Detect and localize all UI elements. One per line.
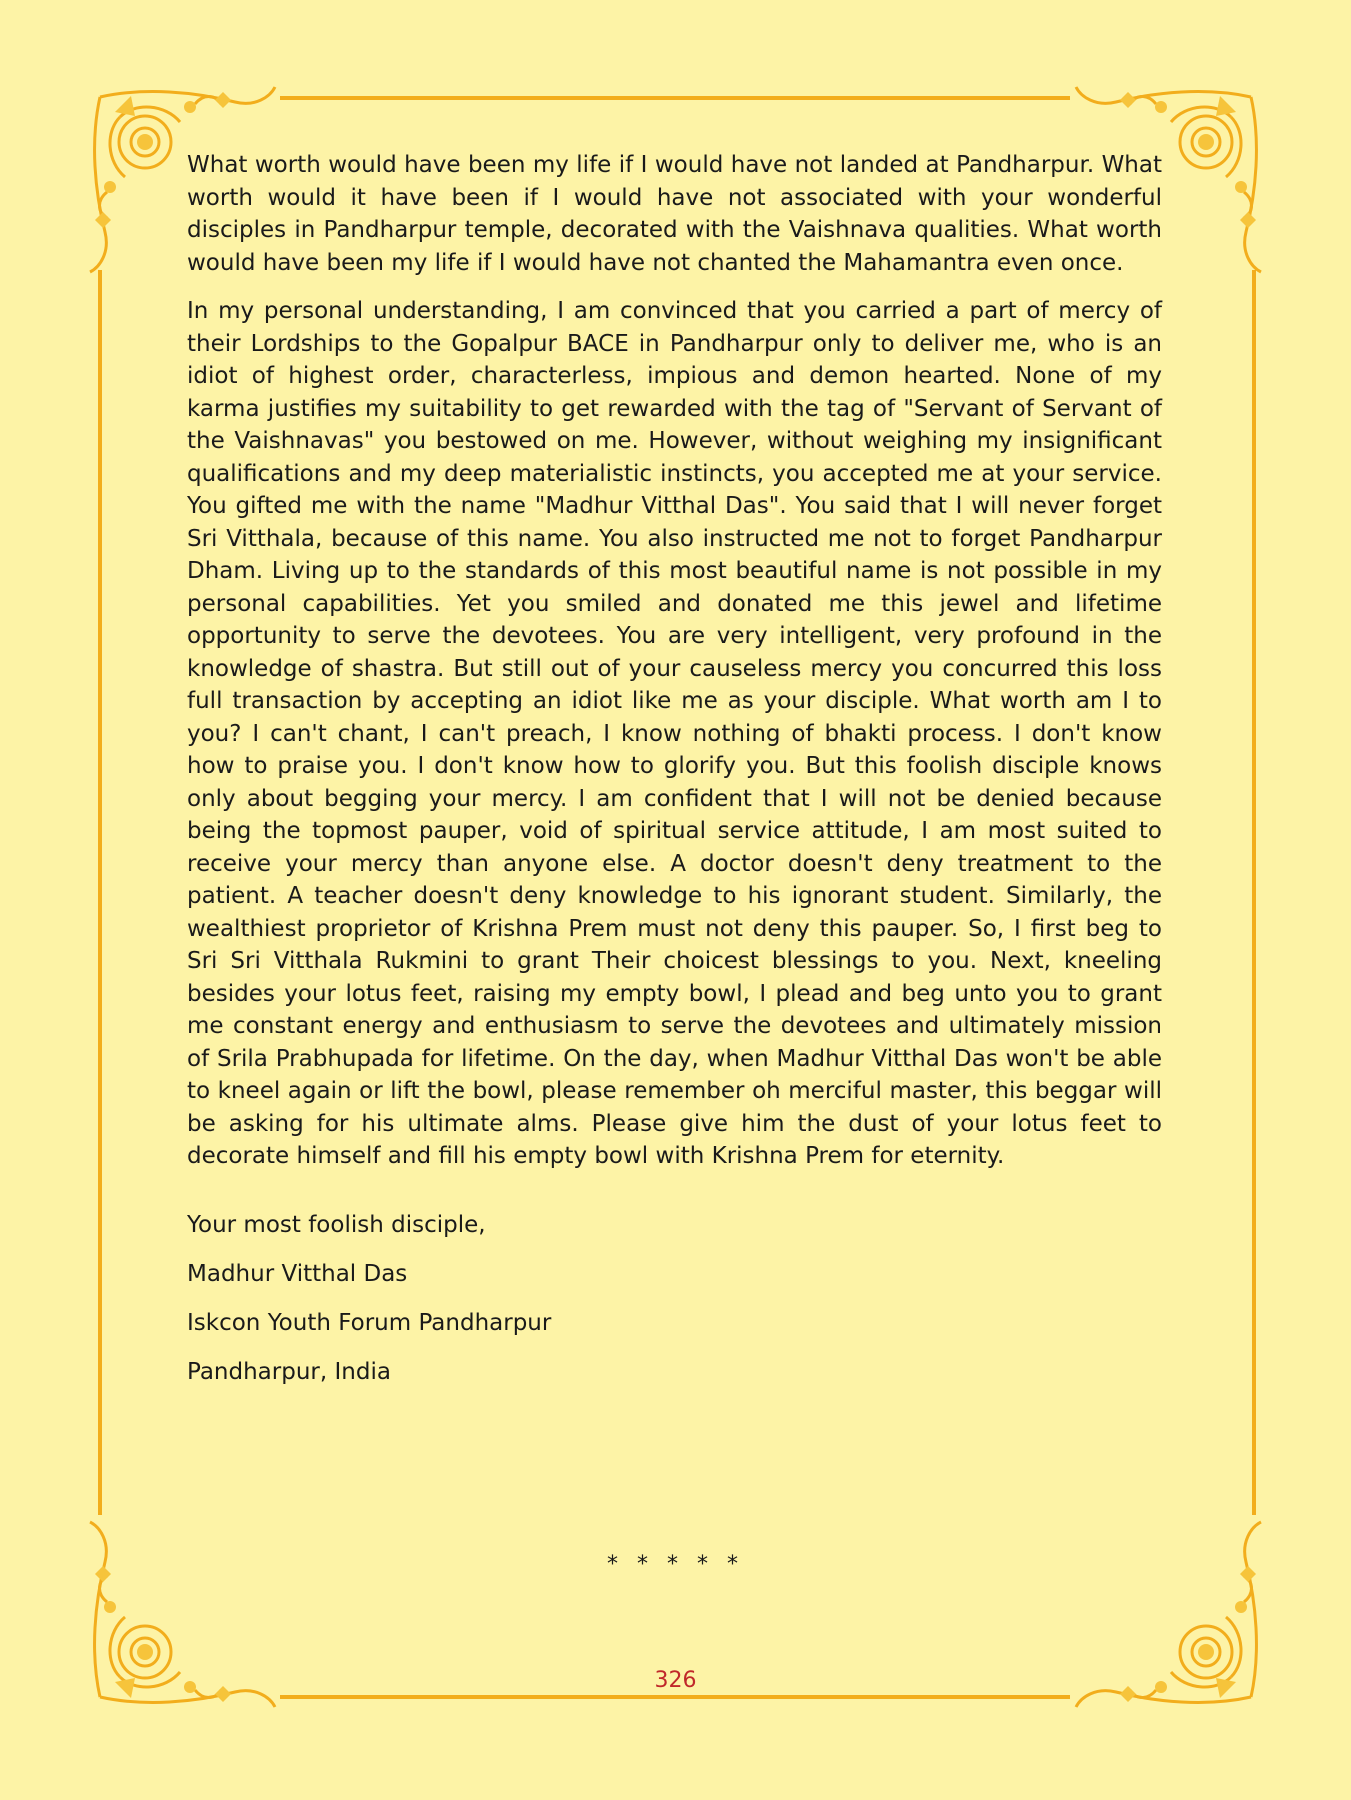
section-separator: * * * * * [607,1552,744,1577]
signoff-location: Pandharpur, India [187,1359,391,1385]
signoff-organization: Iskcon Youth Forum Pandharpur [187,1310,552,1336]
signoff-name: Madhur Vitthal Das [187,1261,408,1287]
border-left-line [98,270,102,1515]
page-number: 326 [654,1668,697,1693]
border-top-line [280,96,1070,100]
paragraph-1: What worth would have been my life if I would have not landed at Pandharpur. What worth would it have been if I would have not associated with your wonderful disciples in Pandharpur temple, decorated with the Vaishnava qualities. What worth would have been my life if I would have not chanted the Mahamantra even once. [187,152,1162,276]
signoff-closing: Your most foolish disciple, [187,1212,486,1238]
letter-body [187,149,1162,1189]
border-right-line [1252,270,1256,1515]
signoff [187,1209,551,1405]
paragraph-2: In my personal understanding, I am convinced that you carried a part of mercy of their Lordships to the Gopalpur BACE in Pandharpur only to deliver me, who is an idiot of highest order, characterless, impious and demon hearted. None of my karma justifies my suitability to get rewarded with the tag of "Servant of Servant of the Vaishnavas" you bestowed on me. However, without weighing my insignificant qualifications and my deep materialistic instincts, you accepted me at your service. You gifted me with the name "Madhur Vitthal Das". You said that I will never forget Sri Vitthala, because of this name. You also instructed me not to forget Pandharpur Dham. Living up to the standards of this most beautiful name is not possible in my personal capabilities. Yet you smiled and donated me this jewel and lifetime opportunity to serve the devotees. You are very intelligent, very profound in the knowledge of shastra. But still out of your causeless mercy you concurred this loss full transaction by accepting an idiot like me as your disciple. What worth am I to you? I can't chant, I can't preach, I know nothing of bhakti process. I don't know how to praise you. I don't know how to glorify you. But this foolish disciple knows only about begging your mercy. I am confident that I will not be denied because being the topmost pauper, void of spiritual service attitude, I am most suited to receive your mercy than anyone else. A doctor doesn't deny treatment to the patient. A teacher doesn't deny knowledge to his ignorant student. Similarly, the wealthiest proprietor of Krishna Prem must not deny this pauper. So, I first beg to Sri Sri Vitthala Rukmini to grant Their choicest blessings to you. Next, kneeling besides your lotus feet, raising my empty bowl, I plead and beg unto you to grant me constant energy and enthusiasm to serve the devotees and ultimately mission of Srila Prabhupada for lifetime. On the day, when Madhur Vitthal Das won't be able to kneel again or lift the bowl, please remember oh merciful master, this beggar will be asking for his ultimate alms. Please give him the dust of your lotus feet to decorate himself and fill his empty bowl with Krishna Prem for eternity. [187,298,1162,1169]
border-bottom-line [280,1695,1070,1699]
